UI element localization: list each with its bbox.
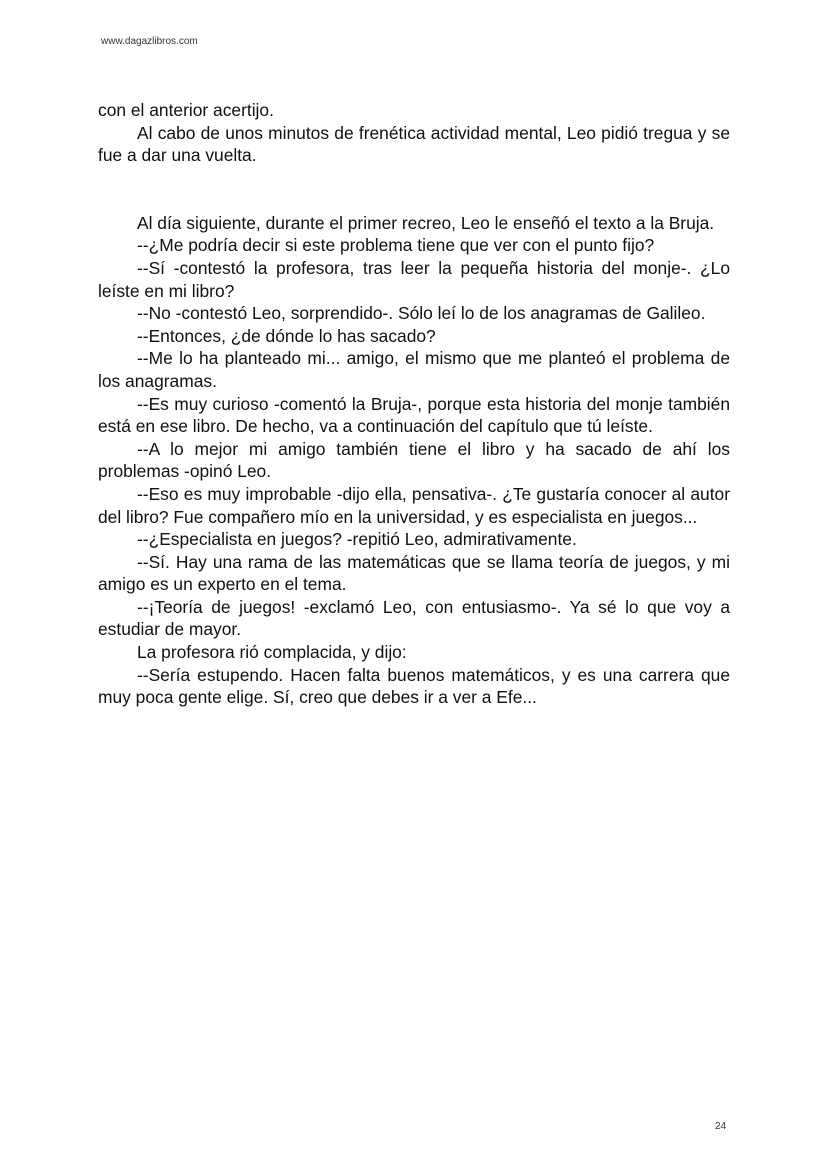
dialogue-line: --Me lo ha planteado mi... amigo, el mismo que me planteó el problema de los anagramas. [98, 348, 730, 391]
header-url: www.dagazlibros.com [101, 36, 198, 47]
paragraph: La profesora rió complacida, y dijo: [137, 642, 407, 663]
dialogue-line: --Sí -contestó la profesora, tras leer la pequeña historia del monje-. ¿Lo leíste en mi libro? [98, 257, 730, 301]
dialogue-line: --Sería estupendo. Hacen falta buenos matemáticos, y es una carrera que muy poca gente elige. Sí, creo que debes ir a ver a Efe... [98, 664, 730, 708]
paragraph: con el anterior acertijo. [98, 100, 274, 120]
dialogue-line: --Es muy curioso -comentó la Bruja-, porque esta historia del monje también está en ese libro. De hecho, va a continuación del capítulo que tú leíste. [98, 393, 730, 437]
dialogue-line: --Sí. Hay una rama de las matemáticas que se llama teoría de juegos, y mi amigo es un experto en el tema. [98, 551, 730, 595]
dialogue-line: --A lo mejor mi amigo también tiene el libro y ha sacado de ahí los problemas -opinó Leo. [98, 438, 730, 482]
dialogue-line: --Eso es muy improbable -dijo ella, pensativa-. ¿Te gustaría conocer al autor del libro? Fue compañero mío en la universidad, y es especialista en juegos... [98, 483, 730, 527]
dialogue-line: --Entonces, ¿de dónde lo has sacado? [137, 325, 436, 346]
dialogue-line: --No -contestó Leo, sorprendido-. Sólo leí lo de los anagramas de Galileo. [137, 303, 706, 324]
page-number: 24 [715, 1121, 727, 1132]
dialogue-line: --¡Teoría de juegos! -exclamó Leo, con entusiasmo-. Ya sé lo que voy a estudiar de mayor. [98, 596, 730, 640]
paragraph: Al cabo de unos minutos de frenética actividad mental, Leo pidió tregua y se fue a dar una vuelta. [98, 122, 730, 166]
paragraph: Al día siguiente, durante el primer recreo, Leo le enseñó el texto a la Bruja. [137, 212, 715, 233]
dialogue-line: --¿Especialista en juegos? -repitió Leo, admirativamente. [137, 529, 577, 550]
document-body [98, 99, 730, 709]
dialogue-line: --¿Me podría decir si este problema tiene que ver con el punto fijo? [137, 235, 655, 256]
